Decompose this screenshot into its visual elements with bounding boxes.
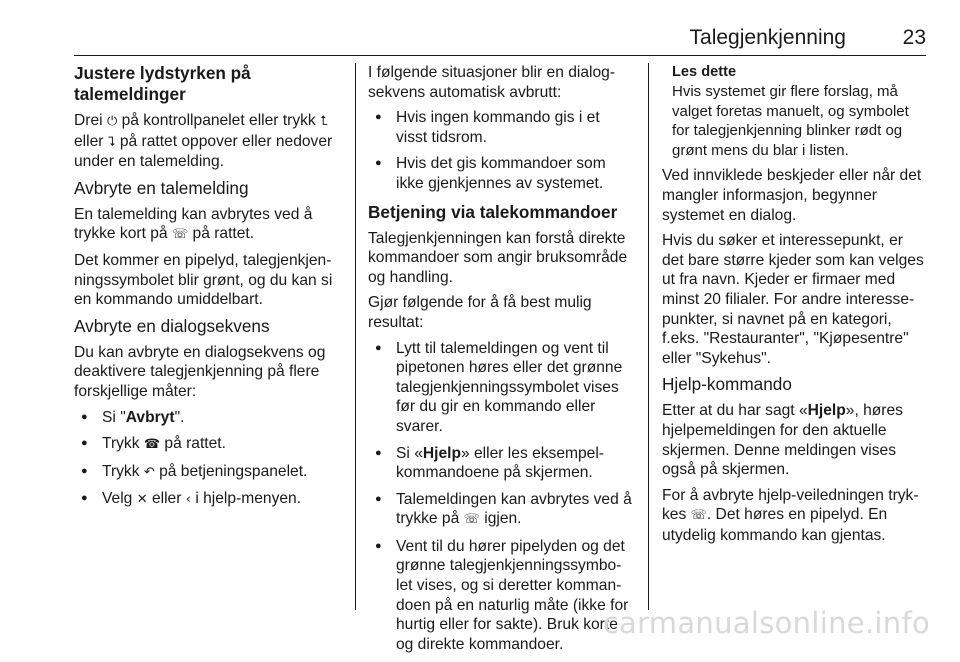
back-panel-icon: ↶ bbox=[143, 464, 155, 480]
note-heading: Les dette bbox=[672, 64, 737, 80]
paragraph-interrupt-2: Det kommer en pipelyd, talegjenkjen-ningssymbolet blir grønt, og du kan si en kommando umiddelbart. bbox=[74, 251, 333, 309]
section-heading-interrupt: Avbryte en talemelding bbox=[74, 177, 249, 198]
bullet-list-cancel bbox=[74, 408, 346, 510]
bullet-list-tips bbox=[368, 339, 632, 655]
list-item: ● Lytt til talemeldingen og vent til pipetonen høres eller det grønne talegjenkjenningssymbolet vises før du gir en kommando eller svarer. bbox=[368, 339, 632, 437]
back-chevron-icon: ‹ bbox=[185, 492, 191, 508]
volume-up-icon: ⮤ bbox=[320, 114, 328, 129]
note-text: Hvis systemet gir flere forslag, må valget foretas manuelt, og symbolet for talegjenkjenning blinker rødt og grønt mens du blar i listen. bbox=[672, 83, 909, 159]
list-item: ● Vent til du hører pipelyden og det grønne talegjenkjenningssymbo-let vises, og si deretter komman-doen på en naturlig måte (ikke for hurtig eller for sakte). Bruk korte og direkte kommandoer. bbox=[368, 537, 632, 655]
note-box bbox=[662, 63, 926, 160]
paragraph-dialog: Du kan avbryte en dialogsekvens og deaktivere talegjenkjenning på flere forskjellige måter: bbox=[74, 343, 326, 400]
column-3 bbox=[662, 63, 926, 551]
page-title: Talegjenkjenning bbox=[689, 26, 846, 49]
bullet-list-auto bbox=[368, 108, 632, 193]
paragraph-volume: Drei ⏻ på kontrollpanelet eller trykk ⮤ eller ⮧ på rattet oppover eller nedover under en talemelding. bbox=[74, 112, 333, 171]
page-number: 23 bbox=[902, 26, 926, 49]
paragraph-interrupt-1: En talemelding kan avbrytes ved å trykke kort på ☏ på rattet. bbox=[74, 205, 346, 245]
list-item: ● Trykk ☎ på rattet. bbox=[74, 434, 346, 455]
hangup-icon: ☎ bbox=[143, 437, 161, 453]
list-item: ● Si «Hjelp» eller les eksempel-kommandoene på skjermen. bbox=[368, 444, 632, 483]
page-header bbox=[74, 24, 926, 56]
paragraph-operation-2: Gjør følgende for å få best mulig resultat: bbox=[368, 294, 592, 331]
voice-button-icon: ☏ bbox=[690, 508, 707, 524]
column-2 bbox=[368, 63, 632, 662]
paragraph-auto-cancel: I følgende situasjoner blir en dialog-sekvens automatisk avbrutt: bbox=[368, 64, 616, 101]
power-knob-icon: ⏻ bbox=[106, 114, 118, 129]
column-1 bbox=[74, 63, 346, 518]
volume-down-icon: ⮧ bbox=[107, 134, 116, 150]
paragraph-help-2: For å avbryte hjelp-veiledningen tryk-kes ☏. Det høres en pipelyd. En utydelig kommando kan gjentas. bbox=[662, 486, 919, 544]
column-divider-1 bbox=[355, 63, 356, 610]
section-heading-help: Hjelp-kommando bbox=[662, 374, 792, 395]
paragraph-help-1: Etter at du har sagt «Hjelp», høres hjelpemeldingen for den aktuelle skjermen. Denne meldingen vises også på skjermen. bbox=[662, 402, 903, 479]
section-heading-volume: Justere lydstyrken på talemeldinger bbox=[74, 63, 251, 104]
close-icon: ✕ bbox=[136, 492, 148, 508]
list-item: ● Trykk ↶ på betjeningspanelet. bbox=[74, 462, 346, 483]
header-rule bbox=[74, 55, 926, 56]
paragraph-operation-1: Talegjenkjenningen kan forstå direkte kommandoer som angir bruksområde og handling. bbox=[368, 229, 628, 286]
list-item: ● Talemeldingen kan avbrytes ved å trykke på ☏ igjen. bbox=[368, 490, 632, 530]
list-item: ● Si "Avbryt". bbox=[74, 408, 346, 428]
paragraph-dialog-start: Ved innviklede beskjeder eller når det mangler informasjon, begynner systemet en dialog. bbox=[662, 167, 922, 224]
list-item: ● Hvis det gis kommandoer som ikke gjenkjennes av systemet. bbox=[368, 154, 632, 193]
section-heading-operation: Betjening via talekommandoer bbox=[368, 201, 618, 222]
voice-button-icon: ☏ bbox=[463, 512, 480, 528]
watermark: carmanualsonline.info bbox=[602, 606, 930, 640]
voice-button-icon: ☏ bbox=[171, 227, 189, 243]
section-heading-dialog: Avbryte en dialogsekvens bbox=[74, 315, 270, 336]
paragraph-poi: Hvis du søker et interessepunkt, er det bare større kjeder som kan velges ut fra navn. Kjeder er firmaer med minst 20 filialer. For andre interesse-punkter, si navnet på en kategori, f.eks. "Restauranter", "Kjøpesentre" eller "Sykehus". bbox=[662, 232, 924, 367]
list-item: ● Hvis ingen kommando gis i et visst tidsrom. bbox=[368, 108, 632, 147]
list-item: ● Velg ✕ eller ‹ i hjelp-menyen. bbox=[74, 489, 346, 510]
column-divider-2 bbox=[648, 63, 649, 610]
